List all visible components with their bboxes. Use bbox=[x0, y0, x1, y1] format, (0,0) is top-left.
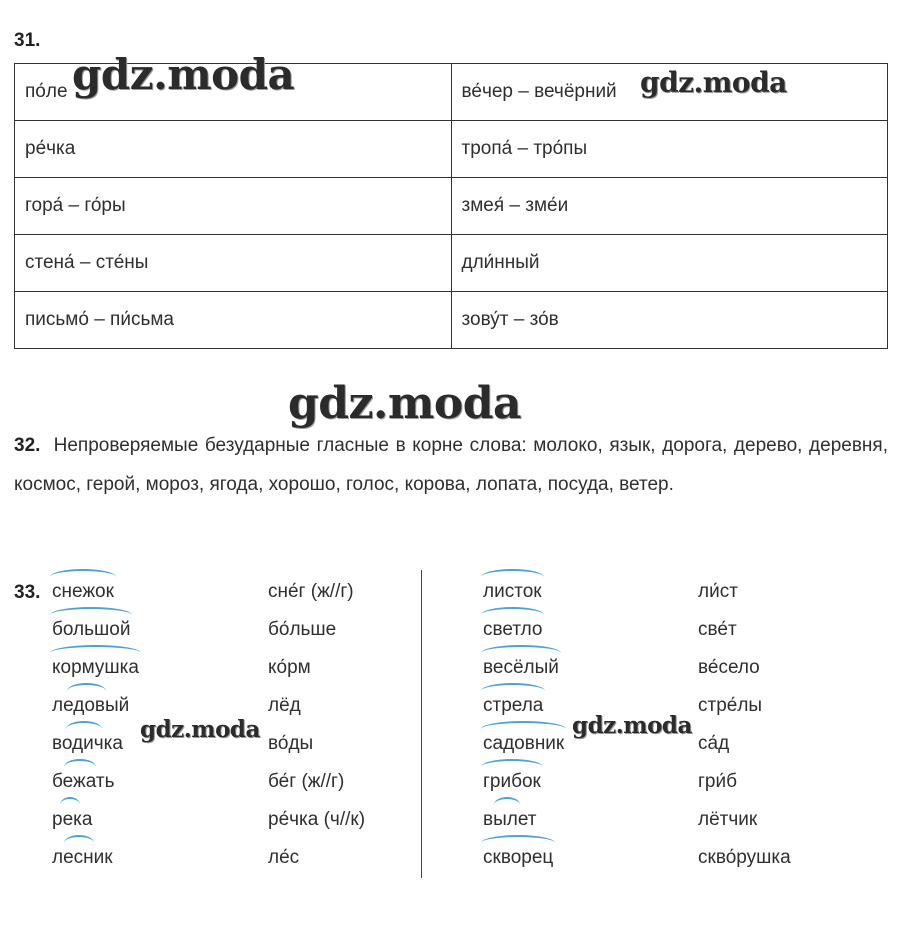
word: бежать bbox=[52, 763, 114, 801]
word: река bbox=[52, 801, 92, 839]
list-item: ре́чка (ч//к) bbox=[268, 809, 366, 830]
list-item bbox=[483, 725, 564, 763]
list-item bbox=[52, 725, 139, 763]
list-item bbox=[52, 763, 139, 801]
task33-col2 bbox=[268, 573, 365, 877]
table-row bbox=[15, 235, 888, 292]
table-cell bbox=[451, 121, 888, 178]
table-cell bbox=[451, 292, 888, 349]
cell-text: ве́чер – вечёрний bbox=[461, 81, 617, 102]
list-item: во́ды bbox=[268, 733, 314, 754]
table-row bbox=[15, 121, 888, 178]
cell-text: ре́чка bbox=[25, 138, 76, 159]
list-item: бо́льше bbox=[268, 619, 337, 640]
list-item: са́д bbox=[698, 733, 730, 754]
word: кормушка bbox=[52, 649, 139, 687]
list-item bbox=[483, 611, 564, 649]
word: листок bbox=[483, 573, 542, 611]
task31-table bbox=[14, 63, 888, 349]
word: большой bbox=[52, 611, 130, 649]
list-item bbox=[52, 573, 139, 611]
task33-number: 33. bbox=[14, 582, 41, 603]
list-item: бе́г (ж//г) bbox=[268, 771, 345, 792]
list-item bbox=[52, 649, 139, 687]
task32-paragraph bbox=[14, 426, 888, 504]
list-item: сне́г (ж//г) bbox=[268, 581, 354, 602]
watermark: gdz.moda bbox=[72, 50, 295, 99]
list-item bbox=[52, 801, 139, 839]
word: вылет bbox=[483, 801, 536, 839]
task33-col3 bbox=[483, 573, 564, 877]
word: светло bbox=[483, 611, 542, 649]
watermark: gdz.moda bbox=[288, 378, 522, 429]
word: снежок bbox=[52, 573, 114, 611]
list-item: ли́ст bbox=[698, 581, 738, 602]
task33-col1 bbox=[52, 573, 139, 877]
cell-text: гора́ – го́ры bbox=[25, 195, 126, 216]
watermark: gdz.moda bbox=[640, 66, 787, 99]
list-item bbox=[483, 649, 564, 687]
task32-number: 32. bbox=[14, 435, 41, 456]
word: лесник bbox=[52, 839, 113, 877]
list-item: ко́рм bbox=[268, 657, 311, 678]
task32-text: Непроверяемые безударные гласные в корне слова: молоко, язык, дорога, дерево, деревня, космос, герой, мороз, ягода, хорошо, голос, корова, лопата, посуда, ветер. bbox=[14, 435, 888, 495]
cell-text: тропа́ – тро́пы bbox=[461, 138, 588, 159]
list-item bbox=[483, 839, 564, 877]
cell-text: зову́т – зо́в bbox=[461, 309, 559, 330]
task31-number: 31. bbox=[14, 30, 41, 51]
cell-text: по́ле bbox=[25, 81, 68, 102]
list-item: скво́рушка bbox=[698, 847, 791, 868]
cell-text: дли́нный bbox=[461, 252, 540, 273]
list-item bbox=[483, 573, 564, 611]
word: стрела bbox=[483, 687, 543, 725]
list-item bbox=[52, 687, 139, 725]
table-cell bbox=[15, 292, 452, 349]
task33-col4 bbox=[698, 573, 791, 877]
table-cell bbox=[15, 121, 452, 178]
word: весёлый bbox=[483, 649, 559, 687]
list-item bbox=[52, 611, 139, 649]
table-cell bbox=[15, 235, 452, 292]
list-item bbox=[483, 687, 564, 725]
table-cell bbox=[15, 178, 452, 235]
list-item: лёд bbox=[268, 695, 301, 716]
word: ледовый bbox=[52, 687, 129, 725]
list-item bbox=[483, 801, 564, 839]
list-item: ве́село bbox=[698, 657, 760, 678]
table-row bbox=[15, 292, 888, 349]
word: садовник bbox=[483, 725, 564, 763]
watermark: gdz.moda bbox=[140, 716, 260, 743]
column-divider bbox=[421, 570, 422, 878]
table-cell bbox=[451, 235, 888, 292]
list-item: ле́с bbox=[268, 847, 300, 868]
list-item: све́т bbox=[698, 619, 737, 640]
list-item bbox=[483, 763, 564, 801]
list-item: стре́лы bbox=[698, 695, 763, 716]
list-item bbox=[52, 839, 139, 877]
table-row bbox=[15, 178, 888, 235]
list-item: гри́б bbox=[698, 771, 737, 792]
cell-text: письмо́ – пи́сьма bbox=[25, 309, 174, 330]
word: скворец bbox=[483, 839, 553, 877]
word: грибок bbox=[483, 763, 541, 801]
word: водичка bbox=[52, 725, 123, 763]
cell-text: стена́ – сте́ны bbox=[25, 252, 149, 273]
watermark: gdz.moda bbox=[572, 712, 692, 739]
cell-text: змея́ – зме́и bbox=[461, 195, 569, 216]
list-item: лётчик bbox=[698, 809, 758, 830]
table-cell bbox=[451, 178, 888, 235]
